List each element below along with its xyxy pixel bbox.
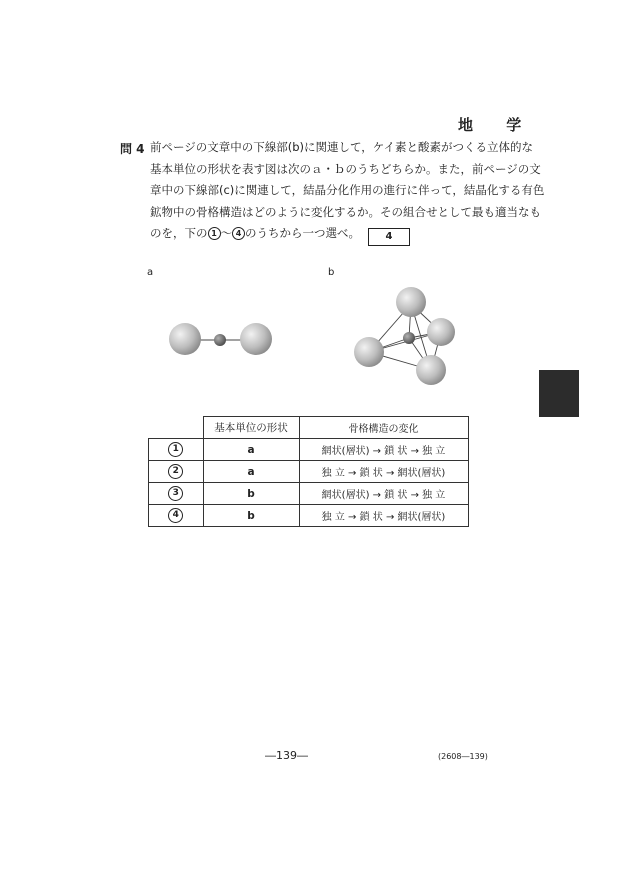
oxygen-sphere-left: [169, 323, 201, 355]
table-row[interactable]: [149, 461, 469, 483]
option-number: 4: [168, 508, 183, 523]
option-number-cell: [149, 439, 204, 461]
shape-cell: [203, 461, 299, 483]
table-row[interactable]: [149, 483, 469, 505]
shape-value: b: [247, 487, 255, 500]
shape-value: b: [247, 509, 255, 522]
shape-value: a: [247, 443, 255, 456]
figure-a-label: a: [147, 267, 154, 278]
range-separator: ～: [220, 226, 232, 240]
question-line-1: 前ページの文章中の下線部(b)に関連して，ケイ素と酸素がつくる立体的な: [150, 140, 534, 154]
question-line-5-suffix: のうちから一つ選べ。: [245, 226, 360, 240]
header-shape: 基本単位の形状: [203, 417, 299, 439]
options-table: [148, 416, 469, 527]
figure-b-tetrahedron: [345, 280, 465, 390]
question-line-5-prefix: のを，下の: [150, 226, 208, 240]
range-start-number: 1: [208, 227, 221, 240]
shape-value: a: [247, 465, 255, 478]
change-cell: 独 立 → 鎖 状 → 網状(層状): [299, 505, 468, 527]
figure-b-label: b: [328, 267, 335, 278]
oxygen-sphere-left: [354, 337, 384, 367]
range-end-number: 4: [232, 227, 245, 240]
option-number: 1: [168, 442, 183, 457]
shape-cell: [203, 505, 299, 527]
change-cell: 網状(層状) → 鎖 状 → 独 立: [299, 439, 468, 461]
option-number-cell: [149, 461, 204, 483]
section-tab-marker: [539, 370, 579, 417]
table-row[interactable]: [149, 505, 469, 527]
shape-cell: [203, 439, 299, 461]
option-number: 2: [168, 464, 183, 479]
figure-a-molecule: [160, 310, 280, 370]
page-number: ―139―: [265, 749, 308, 762]
oxygen-sphere-top: [396, 287, 426, 317]
silicon-sphere: [214, 334, 226, 346]
change-cell: 独 立 → 鎖 状 → 網状(層状): [299, 461, 468, 483]
option-number-cell: [149, 483, 204, 505]
oxygen-sphere-right: [240, 323, 272, 355]
question-text: [150, 137, 545, 246]
question-line-2: 基本単位の形状を表す図は次のａ・ｂのうちどちらか。また，前ページの文: [150, 161, 541, 176]
table-header-row: [149, 417, 469, 439]
subject-title: 地 学: [458, 116, 536, 134]
header-change: 骨格構造の変化: [299, 417, 468, 439]
question-line-3: 章中の下線部(c)に関連して，結晶分化作用の進行に伴って，結晶化する有色: [150, 183, 545, 197]
option-number: 3: [168, 486, 183, 501]
question-line-4: 鉱物中の骨格構造はどのように変化するか。その組合せとして最も適当なも: [150, 204, 541, 219]
question-number: 問 4: [120, 142, 145, 156]
answer-box[interactable]: 4: [368, 228, 410, 246]
silicon-sphere-center: [403, 332, 415, 344]
oxygen-sphere-back-right: [427, 318, 455, 346]
table-row[interactable]: [149, 439, 469, 461]
change-cell: 網状(層状) → 鎖 状 → 独 立: [299, 483, 468, 505]
table-corner-cell: [149, 417, 204, 439]
option-number-cell: [149, 505, 204, 527]
shape-cell: [203, 483, 299, 505]
document-code: (2608―139): [438, 752, 488, 761]
question-line-5: [150, 223, 500, 246]
oxygen-sphere-front: [416, 355, 446, 385]
